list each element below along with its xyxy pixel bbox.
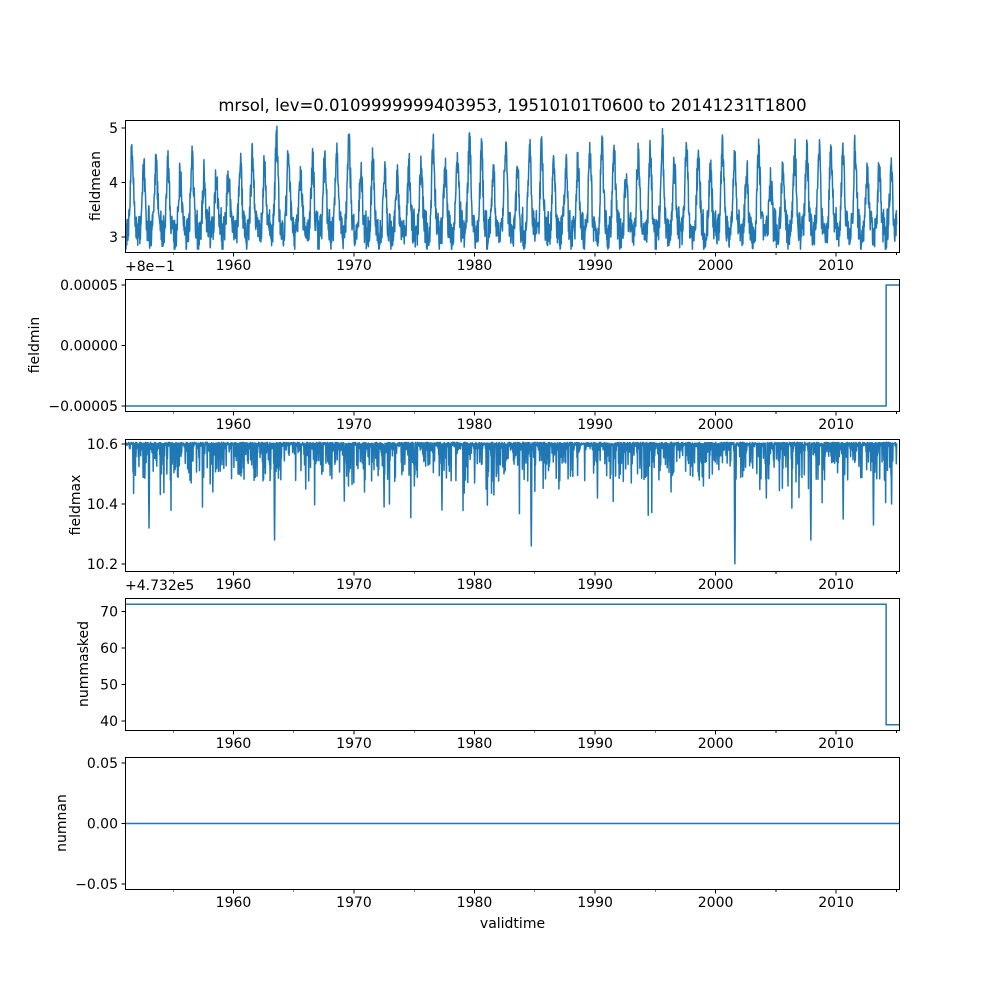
fieldmax-line	[125, 442, 897, 564]
ylabel-fieldmax: fieldmax	[68, 474, 84, 536]
x-tick-label: 1980	[456, 895, 493, 911]
x-tick-label: 1960	[215, 736, 252, 752]
fieldmin-line	[125, 285, 900, 406]
subplot-nummasked-canvas	[100, 598, 900, 752]
y-ticks	[109, 121, 125, 246]
x-tick-label: 1990	[577, 736, 613, 752]
x-tick-label: 1990	[577, 417, 613, 433]
x-tick-label: 2010	[818, 736, 854, 752]
x-tick-label: 1980	[456, 577, 493, 593]
y-tick-label: 70	[100, 604, 118, 621]
ylabel-numnan: numnan	[54, 794, 70, 852]
fieldmean-line	[125, 126, 897, 249]
x-tick-label: 2010	[818, 895, 854, 911]
y-tick-label: −0.00005	[48, 399, 118, 415]
x-tick-label: 1970	[336, 736, 372, 752]
y-tick-label: 4	[109, 175, 118, 192]
x-tick-label: 1960	[215, 258, 252, 274]
y-tick-label: 0.05	[86, 756, 118, 772]
x-tick-label: 2010	[818, 417, 854, 433]
y-tick-label: 10.4	[86, 497, 118, 513]
y-tick-label: 5	[109, 121, 118, 138]
y-tick-label: −0.05	[75, 877, 118, 893]
x-tick-label: 1980	[456, 736, 493, 752]
nummasked-offset-text: +4.732e5	[125, 578, 195, 594]
x-ticks	[173, 253, 896, 274]
figure-title: mrsol, lev=0.0109999999403953, 19510101T0600 to 20141231T1800	[218, 96, 807, 115]
x-tick-label: 1990	[577, 895, 613, 911]
x-tick-label: 2000	[697, 895, 734, 911]
ylabel-fieldmin: fieldmin	[27, 316, 43, 374]
x-tick-label: 1990	[577, 258, 613, 274]
y-tick-label: 0.00000	[60, 338, 118, 355]
ylabel-fieldmean: fieldmean	[88, 151, 104, 221]
x-ticks	[173, 890, 896, 911]
x-tick-label: 2000	[697, 736, 734, 752]
y-tick-label: 10.2	[86, 556, 118, 573]
x-tick-label: 1970	[336, 577, 372, 593]
nummasked-line	[125, 604, 900, 725]
y-tick-label: 3	[109, 230, 118, 247]
x-tick-label: 1960	[215, 417, 252, 433]
x-tick-label: 2000	[697, 258, 734, 274]
x-tick-label: 1970	[336, 417, 372, 433]
y-tick-label: 0.00	[86, 816, 118, 833]
subplot-fieldmin-canvas	[48, 278, 900, 433]
x-ticks	[173, 572, 896, 593]
y-ticks	[48, 278, 125, 415]
x-tick-label: 2010	[818, 258, 854, 274]
x-ticks	[173, 412, 896, 433]
x-tick-label: 1980	[456, 258, 493, 274]
y-tick-label: 0.00005	[60, 278, 118, 294]
axes-frame	[126, 280, 900, 412]
y-ticks	[100, 605, 125, 731]
y-ticks	[75, 756, 125, 893]
x-ticks	[173, 731, 896, 752]
x-tick-label: 2010	[818, 577, 854, 593]
x-tick-label: 1970	[336, 258, 372, 274]
fieldmin-offset-text: +8e−1	[125, 259, 175, 275]
x-tick-label: 1960	[215, 895, 252, 911]
x-tick-label: 1960	[215, 577, 252, 593]
y-tick-label: 10.6	[86, 437, 118, 454]
y-tick-label: 50	[100, 677, 118, 694]
y-tick-label: 60	[100, 641, 118, 658]
x-axis-label: validtime	[479, 916, 546, 932]
x-tick-label: 2000	[697, 417, 734, 433]
ylabel-nummasked: nummasked	[76, 620, 92, 708]
y-tick-label: 40	[100, 714, 118, 731]
x-tick-label: 1980	[456, 417, 493, 433]
axes-frame	[126, 599, 900, 731]
x-tick-label: 2000	[697, 577, 734, 593]
y-ticks	[87, 437, 125, 573]
subplot-numnan-canvas	[75, 756, 900, 911]
x-tick-label: 1990	[577, 577, 613, 593]
x-tick-label: 1970	[336, 895, 372, 911]
